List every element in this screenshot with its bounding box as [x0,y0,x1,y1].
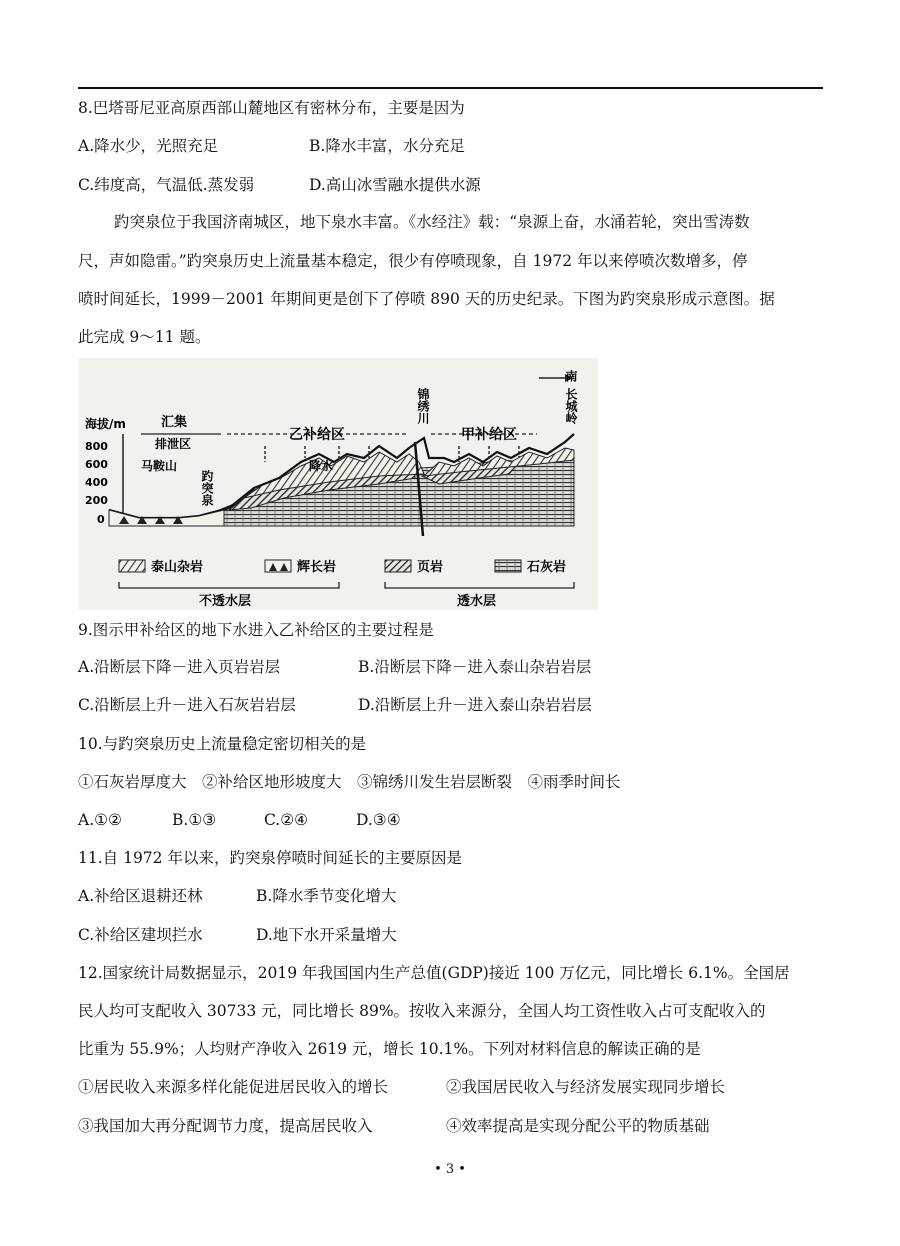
axis-title: 海拔/m [85,417,126,431]
q8-stem: 8.巴塔哥尼亚高原西部山麓地区有密林分布，主要是因为 [78,99,465,117]
passage-line-4: 此完成 9～11 题。 [78,328,211,346]
q12-stem-line-3: 比重为 55.9%；人均财产净收入 2619 元，增长 10.1%。下列对材料信息的解读正确的是 [78,1040,701,1058]
q8-option-b: B.降水丰富，水分充足 [309,137,465,155]
q11-option-c: C.补给区建坝拦水 [78,926,203,944]
q10-stem: 10.与趵突泉历史上流量稳定密切相关的是 [78,735,367,753]
q10-option-b: B.①③ [172,811,217,829]
q8-option-a: A.降水少，光照充足 [78,137,219,155]
q9-option-d: D.沿断层上升－进入泰山杂岩岩层 [358,696,592,714]
legend-shihui-swatch [495,560,521,572]
q11-option-b: B.降水季节变化增大 [256,887,397,905]
baotu-spring-cross-section-figure [79,358,598,610]
q9-option-a: A.沿断层下降－进入页岩岩层 [78,658,281,676]
changchengling-label: 长城岭 [564,388,578,424]
passage-line-1: 趵突泉位于我国济南城区，地下泉水丰富。《水经注》载：“泉源上奋，水涌若轮，突出雪涛数 [114,213,750,231]
tick-0: 0 [97,513,105,526]
passage-line-2: 尺，声如隐雷。”趵突泉历史上流量基本稳定，很少有停喷现象，自 1972 年以来停喷次数增多，停 [78,252,748,270]
q11-option-d: D.地下水开采量增大 [256,926,397,944]
header-rule [78,87,823,89]
tick-400: 400 [85,476,108,489]
q8-option-c: C.纬度高，气温低.蒸发弱 [78,176,255,194]
q10-items: ①石灰岩厚度大 ②补给区地形坡度大 ③锦绣川发生岩层断裂 ④雨季时间长 [78,773,621,791]
q12-stem-line-1: 12.国家统计局数据显示，2019 年我国国内生产总值(GDP)接近 100 万亿元，同比增长 6.1%。全国居 [78,964,790,982]
q9-stem: 9.图示甲补给区的地下水进入乙补给区的主要过程是 [78,621,434,639]
q12-option-2: ②我国居民收入与经济发展实现同步增长 [446,1078,726,1096]
q10-option-a: A.①② [78,811,122,829]
legend-shihui-label: 石灰岩 [527,560,567,575]
zone-yi-label: 乙补给区 [289,427,345,443]
jinxiuchuan-label: 锦绣川 [416,388,430,424]
zone-jia-label: 甲补给区 [461,427,517,443]
zone-huiji-label: 汇集 [161,415,188,430]
legend-huichang-label: 辉长岩 [297,560,337,575]
baotu-label: 趵突泉 [200,470,214,506]
jiangshui-label: 降水 [309,459,334,473]
tick-600: 600 [85,458,108,471]
legend-yeyan-label: 页岩 [417,560,444,575]
q12-option-4: ④效率提高是实现分配公平的物质基础 [446,1117,710,1135]
q11-stem: 11.自 1972 年以来，趵突泉停喷时间延长的主要原因是 [78,849,462,867]
tick-800: 800 [85,440,108,453]
q12-stem-line-2: 民人均可支配收入 30733 元，同比增长 89%。按收入来源分，全国人均工资性收入占可支配收入的 [78,1002,766,1020]
q12-option-1: ①居民收入来源多样化能促进居民收入的增长 [78,1078,389,1096]
q8-option-d: D.高山冰雪融水提供水源 [309,176,481,194]
q9-option-c: C.沿断层上升－进入石灰岩岩层 [78,696,296,714]
tick-200: 200 [85,494,108,507]
q10-option-d: D.③④ [356,811,401,829]
q10-option-c: C.②④ [264,811,309,829]
legend-yeyan-swatch [385,560,411,572]
q11-option-a: A.补给区退耕还林 [78,887,203,905]
impermeable-label: 不透水层 [199,594,252,609]
legend-taishan-label: 泰山杂岩 [151,560,204,575]
page-number: • 3 • [434,1162,466,1177]
nan-label: 南 [564,370,578,382]
passage-line-3: 喷时间延长，1999－2001 年期间更是创下了停喷 890 天的历史纪录。下图为趵突泉形成示意图。据 [78,290,775,308]
permeable-label: 透水层 [457,594,497,609]
legend-taishan-swatch [119,560,145,572]
mashan-label: 马鞍山 [141,459,178,473]
q9-option-b: B.沿断层下降－进入泰山杂岩岩层 [358,658,592,676]
zone-paixie-label: 排泄区 [155,437,192,451]
q12-option-3: ③我国加大再分配调节力度，提高居民收入 [78,1117,373,1135]
